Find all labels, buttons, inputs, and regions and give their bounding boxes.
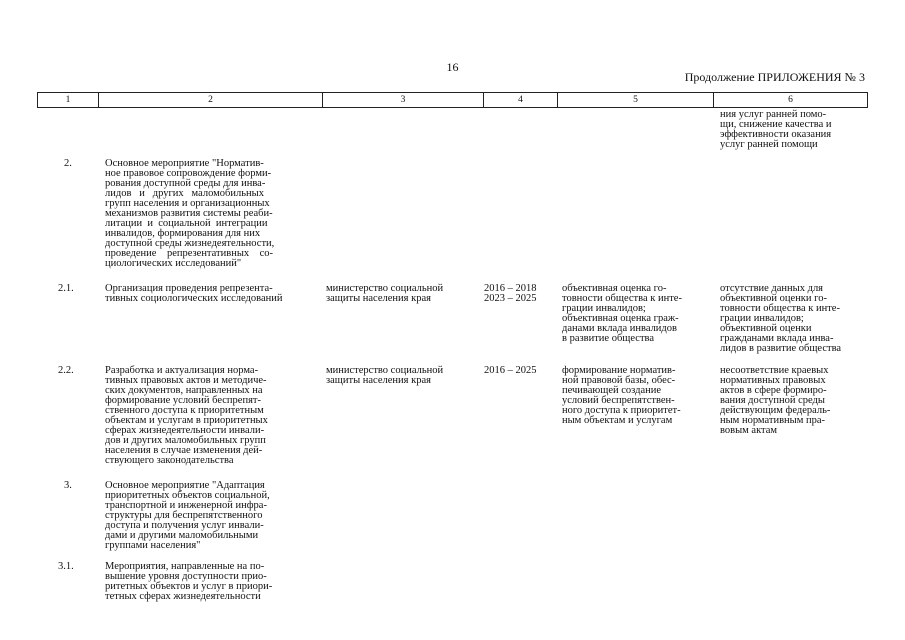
column-header-6: 6 [714,93,868,108]
continuation-label: Продолжение ПРИЛОЖЕНИЯ № 3 [684,70,865,84]
row-5-num: 3.1. [58,561,74,572]
row-3-num: 2.2. [58,365,74,376]
row-4-col2: Основное мероприятие "Адаптация приоритетных объектов социальной, транспортной и инженерной инфра- структуры для беспрепятственного доступа и получения услуг инвали- дами и другими маломобильными группами населения" [105,480,270,551]
column-header-5: 5 [558,93,714,108]
row-2-num: 2.1. [58,283,74,294]
row-2-col3: министерство социальной защиты населения края [326,283,444,304]
row-2-col2: Организация проведения репрезента- тивных социологических исследований [105,283,283,304]
row-0-col6: ния услуг ранней помо- щи, снижение качества и эффективности оказания услуг ранней помощи [720,109,832,150]
row-3-col2: Разработка и актуализация норма- тивных правовых актов и методиче- ских документов, направленных на формирование условий беспрепят- ственного доступа к приоритетным объектам и услугам в приоритетных сферах жизнедеятельности инвали- дов и других маломобильных групп населения в случае изменения дей- ствующего законодательства [105,365,268,466]
row-3-col6: несоответствие краевых нормативных правовых актов в сфере формиро- вания доступной среды действующим федераль- ным нормативным пра- вовым актам [720,365,831,436]
column-header-table [37,92,868,108]
row-1-num: 2. [64,158,72,169]
column-header-1: 1 [38,93,99,108]
row-3-col4: 2016 – 2025 [484,365,537,376]
row-5-col2: Мероприятия, направленные на по- вышение уровня доступности прио- ритетных объектов и услуг в приори- тетных сферах жизнедеятельности [105,561,273,602]
column-header-4: 4 [484,93,558,108]
row-2-col4: 2016 – 2018 2023 – 2025 [484,283,537,304]
row-2-col5: объективная оценка го- товности общества к инте- грации инвалидов; объективная оценка граж- данами вклада инвалидов в развитие общества [562,283,682,344]
page-number: 16 [446,60,459,74]
row-1-col2: Основное мероприятие "Норматив- ное правовое сопровождение форми- рования доступной среды для инва- лидов и других маломобильных групп населения и организационных механизмов развития системы реаби- литации и социальной интеграции инвалидов, формирования для них доступной среды жизнедеятельности, проведение репрезентативных со- циологических исследований" [105,158,275,269]
column-header-3: 3 [323,93,484,108]
row-4-num: 3. [64,480,72,491]
column-header-2: 2 [99,93,323,108]
row-3-col5: формирование норматив- ной правовой базы, обес- печивающей создание условий беспрепятствен- ного доступа к приоритет- ным объектам и услугам [562,365,681,426]
row-2-col6: отсутствие данных для объективной оценки го- товности общества к инте- грации инвалидов; объективной оценки гражданами вклада инва- лидов в развитие общества [720,283,842,354]
row-3-col3: министерство социальной защиты населения края [326,365,444,386]
